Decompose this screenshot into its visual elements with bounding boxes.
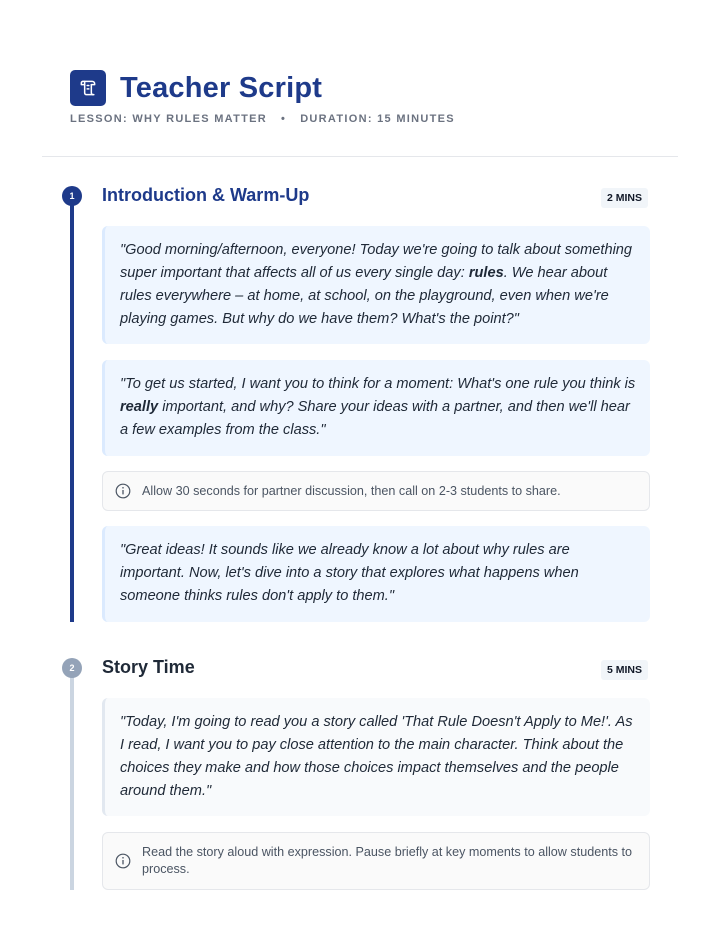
teacher-note (102, 471, 650, 511)
script-quote: "Today, I'm going to read you a story called 'That Rule Doesn't Apply to Me!'. As I read, I want you to pay close attention to the main character. Think about the choices they make and how those choices impact themselves and the people around them." (102, 698, 650, 816)
section-title: Story Time (102, 657, 195, 677)
page-title: Teacher Script (120, 72, 323, 104)
section-duration-badge: 5 MINS (601, 660, 648, 680)
section-timeline-rail (70, 672, 74, 890)
section-story-time (62, 658, 650, 890)
lesson-name: LESSON: WHY RULES MATTER (70, 113, 268, 125)
section-introduction (62, 186, 650, 626)
script-scroll-icon (70, 70, 106, 106)
section-timeline-rail (70, 200, 74, 622)
section-number-badge: 1 (62, 186, 82, 206)
script-quote: "Great ideas! It sounds like we already know a lot about why rules are important. Now, let's dive into a story that explores what happens when someone thinks rules don't apply to them." (102, 526, 650, 622)
section-number-badge: 2 (62, 658, 82, 678)
script-quote: "To get us started, I want you to think for a moment: What's one rule you think is really important, and why? Share your ideas with a partner, and then we'll hear a few examples from the class." (102, 360, 650, 456)
lesson-meta (70, 113, 455, 125)
teacher-note-text: Read the story aloud with expression. Pause briefly at key moments to allow students to process. (142, 845, 633, 876)
section-title: Introduction & Warm-Up (102, 185, 310, 205)
info-icon (115, 483, 131, 499)
teacher-note (102, 832, 650, 890)
header-divider (42, 156, 678, 157)
meta-separator: • (281, 113, 287, 125)
info-icon (115, 853, 131, 869)
script-quote: "Good morning/afternoon, everyone! Today we're going to talk about something super important that affects all of us every single day: rules. We hear about rules everywhere – at home, at school, on the playground, even when we're playing games. But why do we have them? What's the point?" (102, 226, 650, 344)
lesson-duration: DURATION: 15 MINUTES (300, 113, 455, 125)
section-duration-badge: 2 MINS (601, 188, 648, 208)
teacher-note-text: Allow 30 seconds for partner discussion, then call on 2-3 students to share. (142, 483, 561, 498)
